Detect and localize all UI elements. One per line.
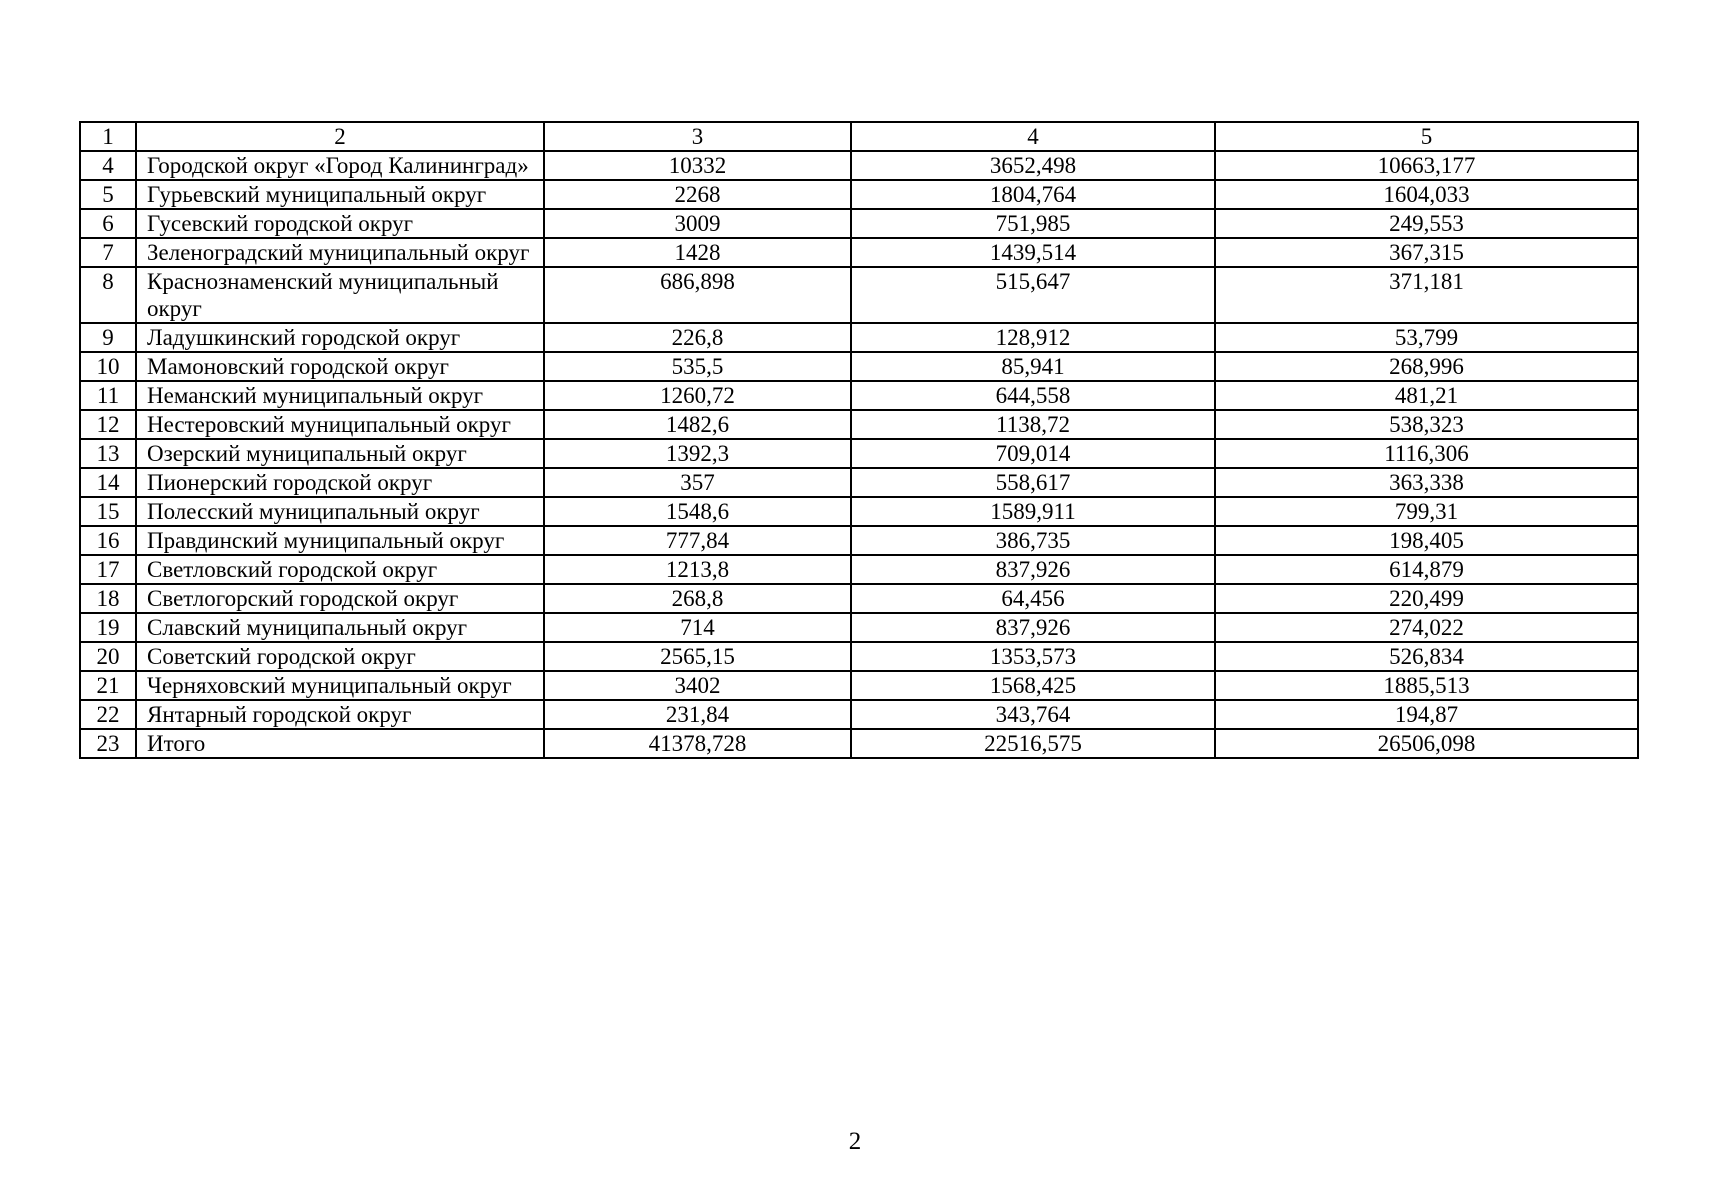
row-value-col4: 3652,498 xyxy=(851,151,1215,180)
row-value-col3: 1213,8 xyxy=(544,555,851,584)
row-value-col5: 526,834 xyxy=(1215,642,1638,671)
row-value-col4: 1589,911 xyxy=(851,497,1215,526)
row-name-cell: Ладушкинский городской округ xyxy=(136,323,544,352)
row-value-col5: 371,181 xyxy=(1215,267,1638,323)
row-value-col3: 268,8 xyxy=(544,584,851,613)
row-value-col3: 1482,6 xyxy=(544,410,851,439)
row-value-col4: 386,735 xyxy=(851,526,1215,555)
table-row xyxy=(80,613,1638,642)
table-row xyxy=(80,180,1638,209)
row-value-col4: 709,014 xyxy=(851,439,1215,468)
row-number-cell: 15 xyxy=(80,497,136,526)
row-value-col5: 363,338 xyxy=(1215,468,1638,497)
row-value-col5: 481,21 xyxy=(1215,381,1638,410)
row-name-cell: Озерский муниципальный округ xyxy=(136,439,544,468)
row-value-col5: 198,405 xyxy=(1215,526,1638,555)
row-value-col3: 2565,15 xyxy=(544,642,851,671)
table-row xyxy=(80,439,1638,468)
row-number-cell: 14 xyxy=(80,468,136,497)
row-value-col5: 53,799 xyxy=(1215,323,1638,352)
row-number-cell: 16 xyxy=(80,526,136,555)
table-row xyxy=(80,209,1638,238)
row-value-col4: 837,926 xyxy=(851,555,1215,584)
row-value-col5: 249,553 xyxy=(1215,209,1638,238)
table-row xyxy=(80,267,1638,323)
table-row xyxy=(80,526,1638,555)
row-value-col3: 2268 xyxy=(544,180,851,209)
row-value-col5: 799,31 xyxy=(1215,497,1638,526)
row-number-cell: 6 xyxy=(80,209,136,238)
row-number-cell: 13 xyxy=(80,439,136,468)
row-value-col4: 751,985 xyxy=(851,209,1215,238)
table-row xyxy=(80,323,1638,352)
row-value-col4: 837,926 xyxy=(851,613,1215,642)
row-number-cell: 8 xyxy=(80,267,136,323)
row-name-cell: Нестеровский муниципальный округ xyxy=(136,410,544,439)
row-value-col4: 128,912 xyxy=(851,323,1215,352)
row-name-cell: Зеленоградский муниципальный округ xyxy=(136,238,544,267)
row-value-col4: 644,558 xyxy=(851,381,1215,410)
row-value-col3: 3009 xyxy=(544,209,851,238)
row-value-col5: 1604,033 xyxy=(1215,180,1638,209)
table-row xyxy=(80,729,1638,758)
row-name-cell: Правдинский муниципальный округ xyxy=(136,526,544,555)
row-number-cell: 21 xyxy=(80,671,136,700)
table-row xyxy=(80,555,1638,584)
row-value-col5: 268,996 xyxy=(1215,352,1638,381)
row-value-col5: 614,879 xyxy=(1215,555,1638,584)
table-row xyxy=(80,151,1638,180)
row-number-cell: 5 xyxy=(80,180,136,209)
header-cell-1: 1 xyxy=(80,122,136,151)
row-name-cell: Черняховский муниципальный округ xyxy=(136,671,544,700)
row-name-cell: Неманский муниципальный округ xyxy=(136,381,544,410)
page-number: 2 xyxy=(848,1128,862,1155)
row-number-cell: 10 xyxy=(80,352,136,381)
header-cell-2: 2 xyxy=(136,122,544,151)
row-value-col3: 1260,72 xyxy=(544,381,851,410)
row-value-col4: 343,764 xyxy=(851,700,1215,729)
row-value-col3: 10332 xyxy=(544,151,851,180)
row-value-col5: 220,499 xyxy=(1215,584,1638,613)
table-row xyxy=(80,410,1638,439)
row-value-col4: 558,617 xyxy=(851,468,1215,497)
row-value-col4: 1568,425 xyxy=(851,671,1215,700)
row-value-col3: 231,84 xyxy=(544,700,851,729)
row-value-col4: 515,647 xyxy=(851,267,1215,323)
header-row xyxy=(80,122,1638,151)
row-name-cell: Полесский муниципальный округ xyxy=(136,497,544,526)
row-value-col3: 3402 xyxy=(544,671,851,700)
row-number-cell: 22 xyxy=(80,700,136,729)
row-number-cell: 19 xyxy=(80,613,136,642)
row-number-cell: 11 xyxy=(80,381,136,410)
row-name-cell: Итого xyxy=(136,729,544,758)
row-number-cell: 20 xyxy=(80,642,136,671)
row-value-col5: 538,323 xyxy=(1215,410,1638,439)
row-name-cell: Советский городской округ xyxy=(136,642,544,671)
row-number-cell: 9 xyxy=(80,323,136,352)
row-number-cell: 12 xyxy=(80,410,136,439)
header-cell-3: 3 xyxy=(544,122,851,151)
row-number-cell: 23 xyxy=(80,729,136,758)
table-row xyxy=(80,381,1638,410)
row-name-cell: Гурьевский муниципальный округ xyxy=(136,180,544,209)
row-value-col5: 367,315 xyxy=(1215,238,1638,267)
row-value-col3: 1392,3 xyxy=(544,439,851,468)
row-name-cell: Городской округ «Город Калининград» xyxy=(136,151,544,180)
row-value-col3: 535,5 xyxy=(544,352,851,381)
row-value-col3: 1428 xyxy=(544,238,851,267)
row-value-col4: 22516,575 xyxy=(851,729,1215,758)
row-name-cell: Гусевский городской округ xyxy=(136,209,544,238)
row-value-col5: 194,87 xyxy=(1215,700,1638,729)
row-value-col5: 1885,513 xyxy=(1215,671,1638,700)
row-name-cell: Славский муниципальный округ xyxy=(136,613,544,642)
row-name-cell: Пионерский городской округ xyxy=(136,468,544,497)
row-number-cell: 17 xyxy=(80,555,136,584)
row-value-col4: 1804,764 xyxy=(851,180,1215,209)
row-value-col3: 357 xyxy=(544,468,851,497)
row-name-cell: Светловский городской округ xyxy=(136,555,544,584)
data-table xyxy=(79,121,1639,759)
row-value-col5: 10663,177 xyxy=(1215,151,1638,180)
table-row xyxy=(80,642,1638,671)
row-name-cell: Мамоновский городской округ xyxy=(136,352,544,381)
table-body xyxy=(80,122,1638,758)
row-value-col3: 1548,6 xyxy=(544,497,851,526)
row-value-col3: 714 xyxy=(544,613,851,642)
row-number-cell: 18 xyxy=(80,584,136,613)
table-row xyxy=(80,671,1638,700)
table-row xyxy=(80,468,1638,497)
row-value-col3: 41378,728 xyxy=(544,729,851,758)
row-value-col4: 1353,573 xyxy=(851,642,1215,671)
row-value-col5: 1116,306 xyxy=(1215,439,1638,468)
row-name-cell: Янтарный городской округ xyxy=(136,700,544,729)
table-row xyxy=(80,352,1638,381)
table-row xyxy=(80,497,1638,526)
row-value-col4: 64,456 xyxy=(851,584,1215,613)
row-value-col3: 226,8 xyxy=(544,323,851,352)
table-row xyxy=(80,238,1638,267)
row-value-col3: 686,898 xyxy=(544,267,851,323)
row-value-col4: 1138,72 xyxy=(851,410,1215,439)
row-value-col5: 274,022 xyxy=(1215,613,1638,642)
table-row xyxy=(80,700,1638,729)
row-value-col4: 1439,514 xyxy=(851,238,1215,267)
row-number-cell: 7 xyxy=(80,238,136,267)
row-number-cell: 4 xyxy=(80,151,136,180)
table-row xyxy=(80,584,1638,613)
row-name-cell: Светлогорский городской округ xyxy=(136,584,544,613)
header-cell-4: 4 xyxy=(851,122,1215,151)
row-value-col5: 26506,098 xyxy=(1215,729,1638,758)
header-cell-5: 5 xyxy=(1215,122,1638,151)
row-value-col4: 85,941 xyxy=(851,352,1215,381)
row-name-cell: Краснознаменский муниципальный округ xyxy=(136,267,544,323)
row-value-col3: 777,84 xyxy=(544,526,851,555)
